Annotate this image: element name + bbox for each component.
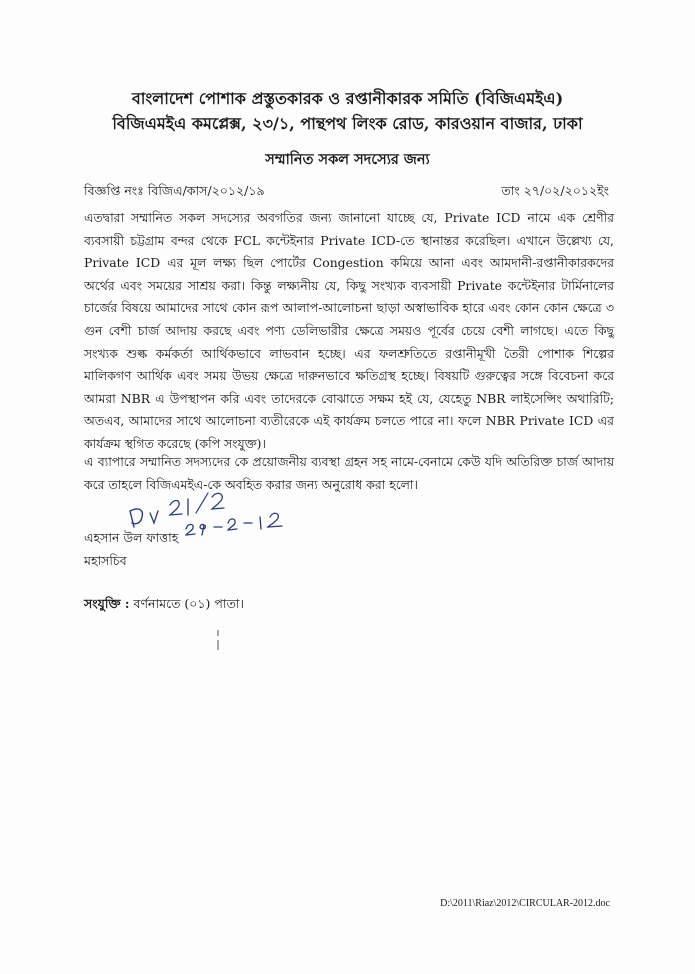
signatory-title: মহাসচিব bbox=[84, 553, 127, 568]
signatory-name: এহসান উল ফাত্তাহ bbox=[84, 530, 179, 545]
file-path-footer: D:\2011\Riaz\2012\CIRCULAR-2012.doc bbox=[440, 898, 610, 909]
enclosure-text: বর্ণনামতে (০১) পাতা। bbox=[129, 596, 244, 611]
memo-number: বিজ্ঞপ্তি নংঃ বিজিএ/কাস/২০১২/১৯ bbox=[84, 183, 265, 198]
body-paragraph-2: এ ব্যাপারে সম্মানিত সদস্যদের কে প্রয়োজনীয় ব্যবস্থা গ্রহন সহ নামে-বেনামে কেউ যদি অতিরিক্ত চার্জ আদায় করে তাহলে বিজিএমইএ-কে অবহিত করার জন্য অনুরোধ করা হলো। bbox=[84, 454, 614, 492]
enclosure-label: সংযুক্তি : bbox=[84, 596, 130, 611]
organization-address: বিজিএমইএ কমপ্লেক্স, ২৩/১, পান্থপথ লিংক রোড, কারওয়ান বাজার, ঢাকা bbox=[112, 114, 583, 133]
stray-pen-mark bbox=[214, 628, 222, 652]
recipient-line: সম্মানিত সকল সদস্যের জন্য bbox=[265, 151, 430, 168]
memo-date: তাং ২৭/০২/২০১২ইং bbox=[501, 183, 609, 198]
enclosure-note bbox=[84, 596, 244, 616]
organization-name: বাংলাদেশ পোশাক প্রস্তুতকারক ও রপ্তানীকারক সমিতি (বিজিএমইএ) bbox=[131, 89, 564, 108]
body-paragraph-1: এতদ্বারা সম্মানিত সকল সদস্যের অবগতির জন্য জানানো যাচ্ছে যে, Private ICD নামে এক শ্রেণীর ব্যবসায়ী চট্টগ্রাম বন্দর থেকে FCL কন্টেইনার Private ICD-তে স্থানান্তর করেছিল। এখানে উল্লেখ্য যে, Private ICD এর মূল লক্ষ্য ছিল পোর্টের Congestion কমিয়ে আনা এবং আমদানী-রপ্তানীকারকদের অর্থের এবং সময়ের সাশ্রয় করা। কিন্তু লক্ষ্যনীয় যে, কিছু সংখ্যক ব্যবসায়ী Private কন্টেইনার টার্মিনালের চার্জের বিষয়ে আমাদের সাথে কোন রূপ আলাপ-আলোচনা ছাড়া অস্বাভাবিক হারে এবং কোন কোন ক্ষেত্রে ৩ গুন বেশী চার্জ আদায় করছে এবং পণ্য ডেলিভারীর ক্ষেত্রে সময়ও পূর্বের চেয়ে বেশী লাগছে। এতে কিছু সংখ্যক শুল্ক কর্মকর্তা আর্থিকভাবে লাভবান হচ্ছে। এর ফলশ্রুতিতে রপ্তানীমূখী তৈরী পোশাক শিল্পের মালিকগণ আর্থিক এবং সময় উভয় ক্ষেত্রে দারুনভাবে ক্ষতিগ্রস্থ হচ্ছে। বিষয়টি গুরুত্বের সঙ্গে বিবেচনা করে আমরা NBR এ উপস্থাপন করি এবং তাদেরকে বোঝাতে সক্ষম হই যে, যেহেতু NBR লাইসেন্সিং অথারিটি; অতএব, আমাদের সাথে আলোচনা ব্যতীরেকে এই কার্যক্রম চলতে পারে না। ফলে NBR Private ICD এর কার্যক্রম স্থগিত করেছে (কপি সংযুক্ত)। bbox=[84, 210, 614, 451]
